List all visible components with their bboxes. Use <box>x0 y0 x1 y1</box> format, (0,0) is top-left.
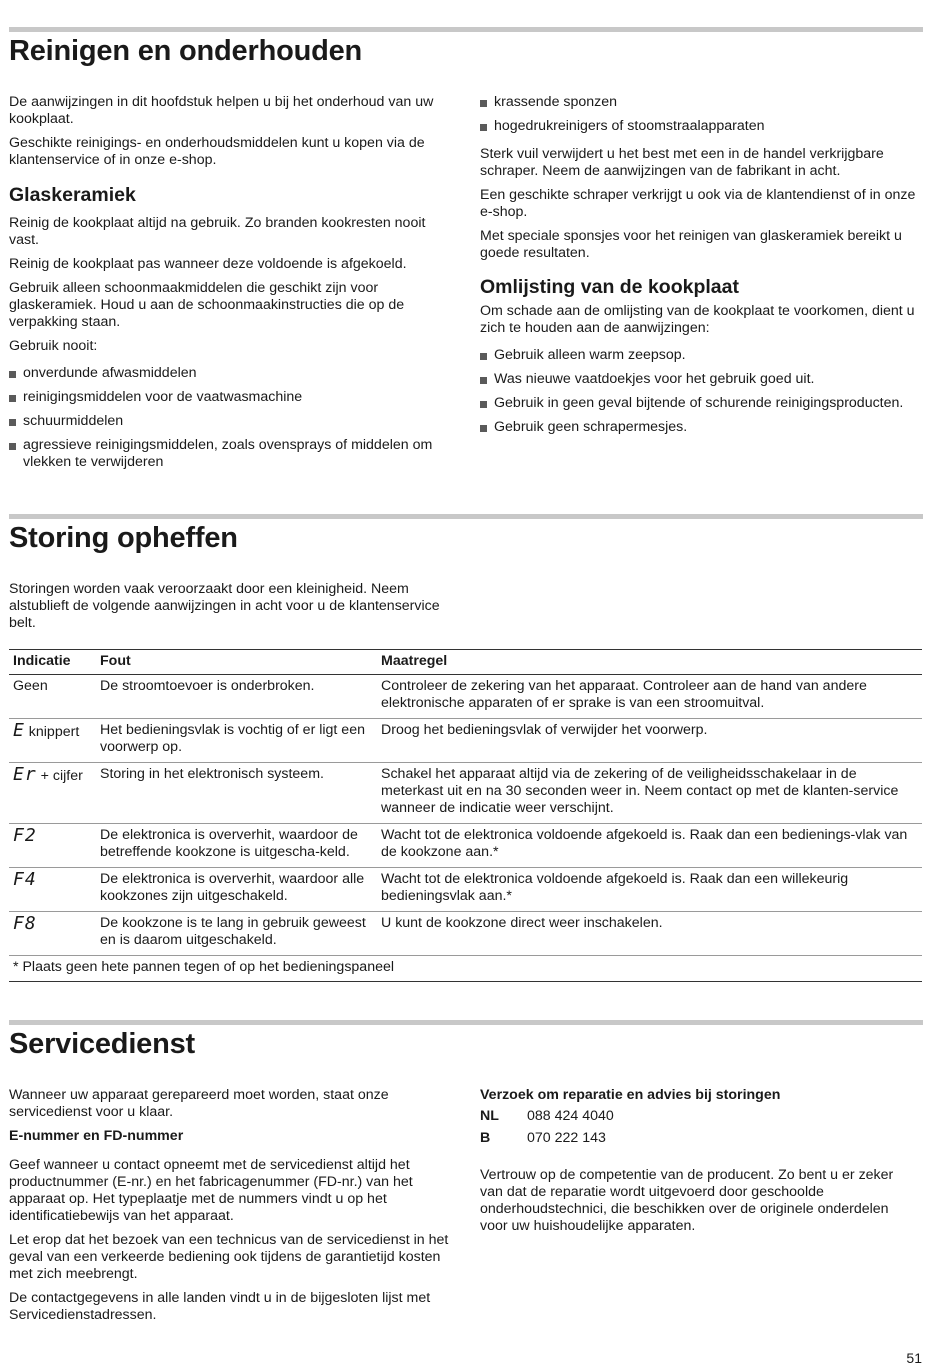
fault-cell: De elektronica is oververhit, waardoor alle kookzones zijn uitgeschakeld. <box>96 868 377 912</box>
list-item: onverdunde afwasmiddelen <box>9 365 453 382</box>
omlijsting-intro: Om schade aan de omlijsting van de kookplaat te voorkomen, dient u zich te houden aan de aanwijzingen: <box>480 303 915 336</box>
title-reinigen: Reinigen en onderhouden <box>9 35 363 67</box>
display-code-f4: F4 <box>13 869 37 890</box>
table-footnote: * Plaats geen hete pannen tegen of op het bedieningspaneel <box>9 956 922 982</box>
fault-cell: Storing in het elektronisch systeem. <box>96 763 377 824</box>
remedy-cell: Wacht tot de elektronica voldoende afgekoeld is. Raak dan een bedienings-vlak van de kookzone aan.* <box>377 824 922 868</box>
fault-cell: De kookzone is te lang in gebruik geweest en is daarom uitgeschakeld. <box>96 912 377 956</box>
list-item: Gebruik alleen warm zeepsop. <box>480 347 920 364</box>
glaskeramiek-paragraph-3: Gebruik alleen schoonmaakmiddelen die geschikt zijn voor glaskeramiek. Houd u aan de schoonmaakinstructies die op de verpakking staan. <box>9 280 405 330</box>
list-item: Was nieuwe vaatdoekjes voor het gebruik goed uit. <box>480 371 920 388</box>
section-divider-reinigen <box>9 27 923 32</box>
remedy-cell: Droog het bedieningsvlak of verwijder het voorwerp. <box>377 719 922 763</box>
reinigen-left-column <box>9 94 453 478</box>
service-paragraph-4: De contactgegevens in alle landen vindt u in de bijgesloten lijst met Servicedienstadressen. <box>9 1290 431 1323</box>
heading-glaskeramiek: Glaskeramiek <box>9 184 136 206</box>
service-paragraph-1: Wanneer uw apparaat gerepareerd moet worden, staat onze servicedienst voor u klaar. <box>9 1087 389 1120</box>
column-header-maatregel: Maatregel <box>377 650 922 675</box>
section-divider-service <box>9 1020 923 1025</box>
display-code-f8: F8 <box>13 913 37 934</box>
list-item: Gebruik geen schrapermesjes. <box>480 419 920 436</box>
phone-number: 088 424 4040 <box>527 1108 614 1124</box>
remedy-cell: U kunt de kookzone direct weer inschakelen. <box>377 912 922 956</box>
section-divider-storing <box>9 514 923 519</box>
contact-row-b <box>480 1130 920 1147</box>
reinigen-right-column <box>480 94 920 443</box>
glaskeramiek-paragraph-2: Reinig de kookplaat pas wanneer deze voldoende is afgekoeld. <box>9 256 407 272</box>
glaskeramiek-paragraph-5: Sterk vuil verwijdert u het best met een in de handel verkrijgbare schraper. Neem de aanwijzingen van de fabrikant in acht. <box>480 146 884 179</box>
contact-row-nl <box>480 1108 920 1125</box>
remedy-cell: Controleer de zekering van het apparaat. Controleer aan de hand van andere elektronische apparaten of er sprake is van een stroomuitval. <box>377 675 922 719</box>
list-item: reinigingsmiddelen voor de vaatwasmachine <box>9 389 453 406</box>
indication-cell <box>9 763 96 824</box>
indication-suffix: knippert <box>28 724 80 740</box>
never-use-list-continued <box>480 94 920 135</box>
country-code: B <box>480 1130 491 1146</box>
indication-cell <box>9 824 96 868</box>
country-code: NL <box>480 1108 499 1124</box>
fault-cell: De stroomtoevoer is onderbroken. <box>96 675 377 719</box>
list-item: Gebruik in geen geval bijtende of schurende reinigingsproducten. <box>480 395 920 412</box>
page-number: 51 <box>906 1350 922 1366</box>
column-header-indicatie: Indicatie <box>9 650 96 675</box>
heading-reparatie-verzoek: Verzoek om reparatie en advies bij storingen <box>480 1087 781 1103</box>
indication-cell <box>9 912 96 956</box>
omlijsting-list <box>480 347 920 436</box>
service-left-column <box>9 1087 453 1331</box>
glaskeramiek-paragraph-4: Gebruik nooit: <box>9 338 98 354</box>
fault-cell: De elektronica is oververhit, waardoor de betreffende kookzone is uitgescha-keld. <box>96 824 377 868</box>
heading-e-nummer: E-nummer en FD-nummer <box>9 1128 184 1144</box>
intro-paragraph-2: Geschikte reinigings- en onderhoudsmiddelen kunt u kopen via de klantenservice of in onze e-shop. <box>9 135 425 168</box>
never-use-list <box>9 365 453 471</box>
service-paragraph-2: Geef wanneer u contact opneemt met de servicedienst altijd het productnummer (E-nr.) en het fabricagenummer (FD-nr.) van het apparaat op. Het typeplaatje met de nummers vindt u op het identificatiebewijs van het apparaat. <box>9 1157 413 1224</box>
indication-cell <box>9 868 96 912</box>
service-paragraph-3: Let erop dat het bezoek van een technicus van de servicedienst in het geval van een verkeerde bediening ook tijdens de garantietijd kosten met zich meebrengt. <box>9 1232 449 1282</box>
display-code-f2: F2 <box>13 825 37 846</box>
indication-cell <box>9 719 96 763</box>
fault-cell: Het bedieningsvlak is vochtig of er ligt een voorwerp op. <box>96 719 377 763</box>
glaskeramiek-paragraph-6: Een geschikte schraper verkrijgt u ook via de klantendienst of in onze e-shop. <box>480 187 916 220</box>
list-item: krassende sponzen <box>480 94 920 111</box>
table-row <box>9 763 922 824</box>
table-header-row <box>9 650 922 675</box>
list-item: agressieve reinigingsmiddelen, zoals ovensprays of middelen om vlekken te verwijderen <box>9 437 453 471</box>
heading-omlijsting: Omlijsting van de kookplaat <box>480 276 739 298</box>
indication-text: Geen <box>13 678 48 694</box>
table-row <box>9 675 922 719</box>
indication-cell <box>9 675 96 719</box>
table-row <box>9 824 922 868</box>
service-paragraph-5: Vertrouw op de competentie van de producent. Zo bent u er zeker van dat de reparatie wordt uitgevoerd door geschoolde onderhoudstechnici, die beschikken over de originele onderdelen voor uw huishoudelijke apparaten. <box>480 1167 894 1234</box>
table-row <box>9 912 922 956</box>
service-right-column <box>480 1087 920 1242</box>
table-footnote-row <box>9 956 922 982</box>
indication-suffix: + cijfer <box>40 768 83 784</box>
remedy-cell: Schakel het apparaat altijd via de zekering of de veiligheidsschakelaar in de meterkast uit en na 30 seconden weer in. Neem contact op met de klanten-service wanneer de indicatie weer verschijnt. <box>377 763 922 824</box>
glaskeramiek-paragraph-1: Reinig de kookplaat altijd na gebruik. Zo branden kookresten nooit vast. <box>9 215 426 248</box>
title-storing: Storing opheffen <box>9 522 238 554</box>
table-row <box>9 868 922 912</box>
intro-paragraph-1: De aanwijzingen in dit hoofdstuk helpen u bij het onderhoud van uw kookplaat. <box>9 94 434 127</box>
phone-number: 070 222 143 <box>527 1130 606 1146</box>
title-servicedienst: Servicedienst <box>9 1028 195 1060</box>
column-header-fout: Fout <box>96 650 377 675</box>
glaskeramiek-paragraph-7: Met speciale sponsjes voor het reinigen van glaskeramiek bereikt u goede resultaten. <box>480 228 902 261</box>
list-item: hogedrukreinigers of stoomstraalapparaten <box>480 118 920 135</box>
display-code-e: E <box>13 720 25 741</box>
storing-intro-block <box>9 581 453 639</box>
list-item: schuurmiddelen <box>9 413 453 430</box>
table-row <box>9 719 922 763</box>
display-code-er: Er <box>13 764 37 785</box>
remedy-cell: Wacht tot de elektronica voldoende afgekoeld is. Raak dan een willekeurig bedieningsvlak aan.* <box>377 868 922 912</box>
troubleshooting-table <box>9 649 922 982</box>
storing-intro: Storingen worden vaak veroorzaakt door een kleinigheid. Neem alstublieft de volgende aanwijzingen in acht voor u de klantenservice belt. <box>9 581 440 631</box>
